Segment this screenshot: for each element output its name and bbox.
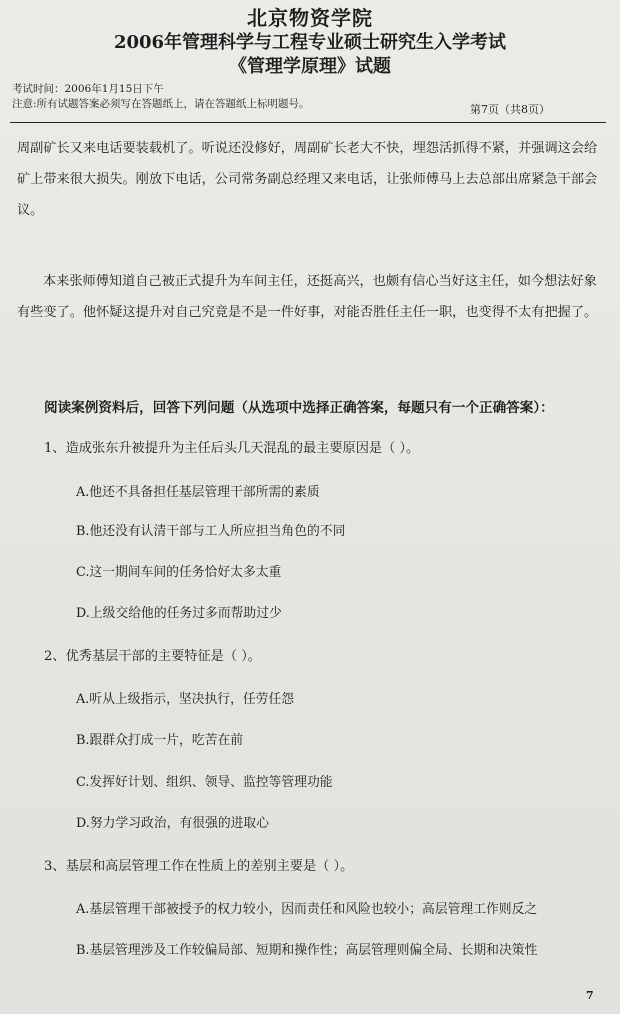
- question-1-option-d: D.上级交给他的任务过多而帮助过少: [76, 606, 282, 621]
- question-1-option-b: B.他还没有认清干部与工人所应担当角色的不同: [76, 524, 346, 539]
- question-2-option-b: B.跟群众打成一片，吃苦在前: [76, 733, 244, 748]
- question-2-option-c: C.发挥好计划、组织、领导、监控等管理功能: [76, 775, 333, 790]
- subject-title: 《管理学原理》试题: [229, 56, 391, 77]
- passage-paragraph-2: 本来张师傅知道自己被正式提升为车间主任，还挺高兴，也颇有信心当好这主任，如今想法好象有些变了。他怀疑这提升对自己究竟是不是一件好事，对能否胜任主任一职，也变得不太有把握了。: [17, 274, 598, 320]
- question-2-option-a: A.听从上级指示，坚决执行，任劳任怨: [76, 692, 295, 707]
- question-2-option-d: D.努力学习政治，有很强的进取心: [76, 816, 270, 831]
- question-1-option-c: C.这一期间车间的任务恰好太多太重: [76, 565, 282, 580]
- question-3-option-b: B.基层管理涉及工作较偏局部、短期和操作性；高层管理则偏全局、长期和决策性: [76, 943, 538, 958]
- exam-time: 考试时间：2006年1月15日下午: [12, 83, 164, 95]
- question-3-option-a: A.基层管理干部被授予的权力较小，因而责任和风险也较小；高层管理工作则反之: [76, 902, 538, 917]
- question-3: 3、基层和高层管理工作在性质上的差别主要是（ ）。: [44, 859, 354, 874]
- question-1-option-a: A.他还不具备担任基层管理干部所需的素质: [76, 485, 320, 500]
- school-name: 北京物资学院: [247, 6, 373, 30]
- exam-title: 2006年管理科学与工程专业硕士研究生入学考试: [113, 32, 507, 53]
- instructions: 阅读案例资料后，回答下列问题（从选项中选择正确答案，每题只有一个正确答案）：: [44, 400, 554, 416]
- page-number: 7: [586, 989, 594, 1002]
- page-count: 第7页（共8页）: [470, 103, 550, 116]
- question-2: 2、优秀基层干部的主要特征是（ ）。: [44, 649, 261, 664]
- passage-paragraph-1: 周副矿长又来电话要装载机了。听说还没修好，周副矿长老大不快，埋怨活抓得不紧，并强调这会给矿上带来很大损失。刚放下电话，公司常务副总经理又来电话，让张师傅马上去总部出席紧急干部会议。: [17, 141, 598, 218]
- header-divider: [10, 122, 606, 123]
- exam-note: 注意:所有试题答案必须写在答题纸上，请在答题纸上标明题号。: [12, 98, 310, 110]
- question-1: 1、造成张东升被提升为主任后头几天混乱的最主要原因是（ ）。: [44, 441, 420, 456]
